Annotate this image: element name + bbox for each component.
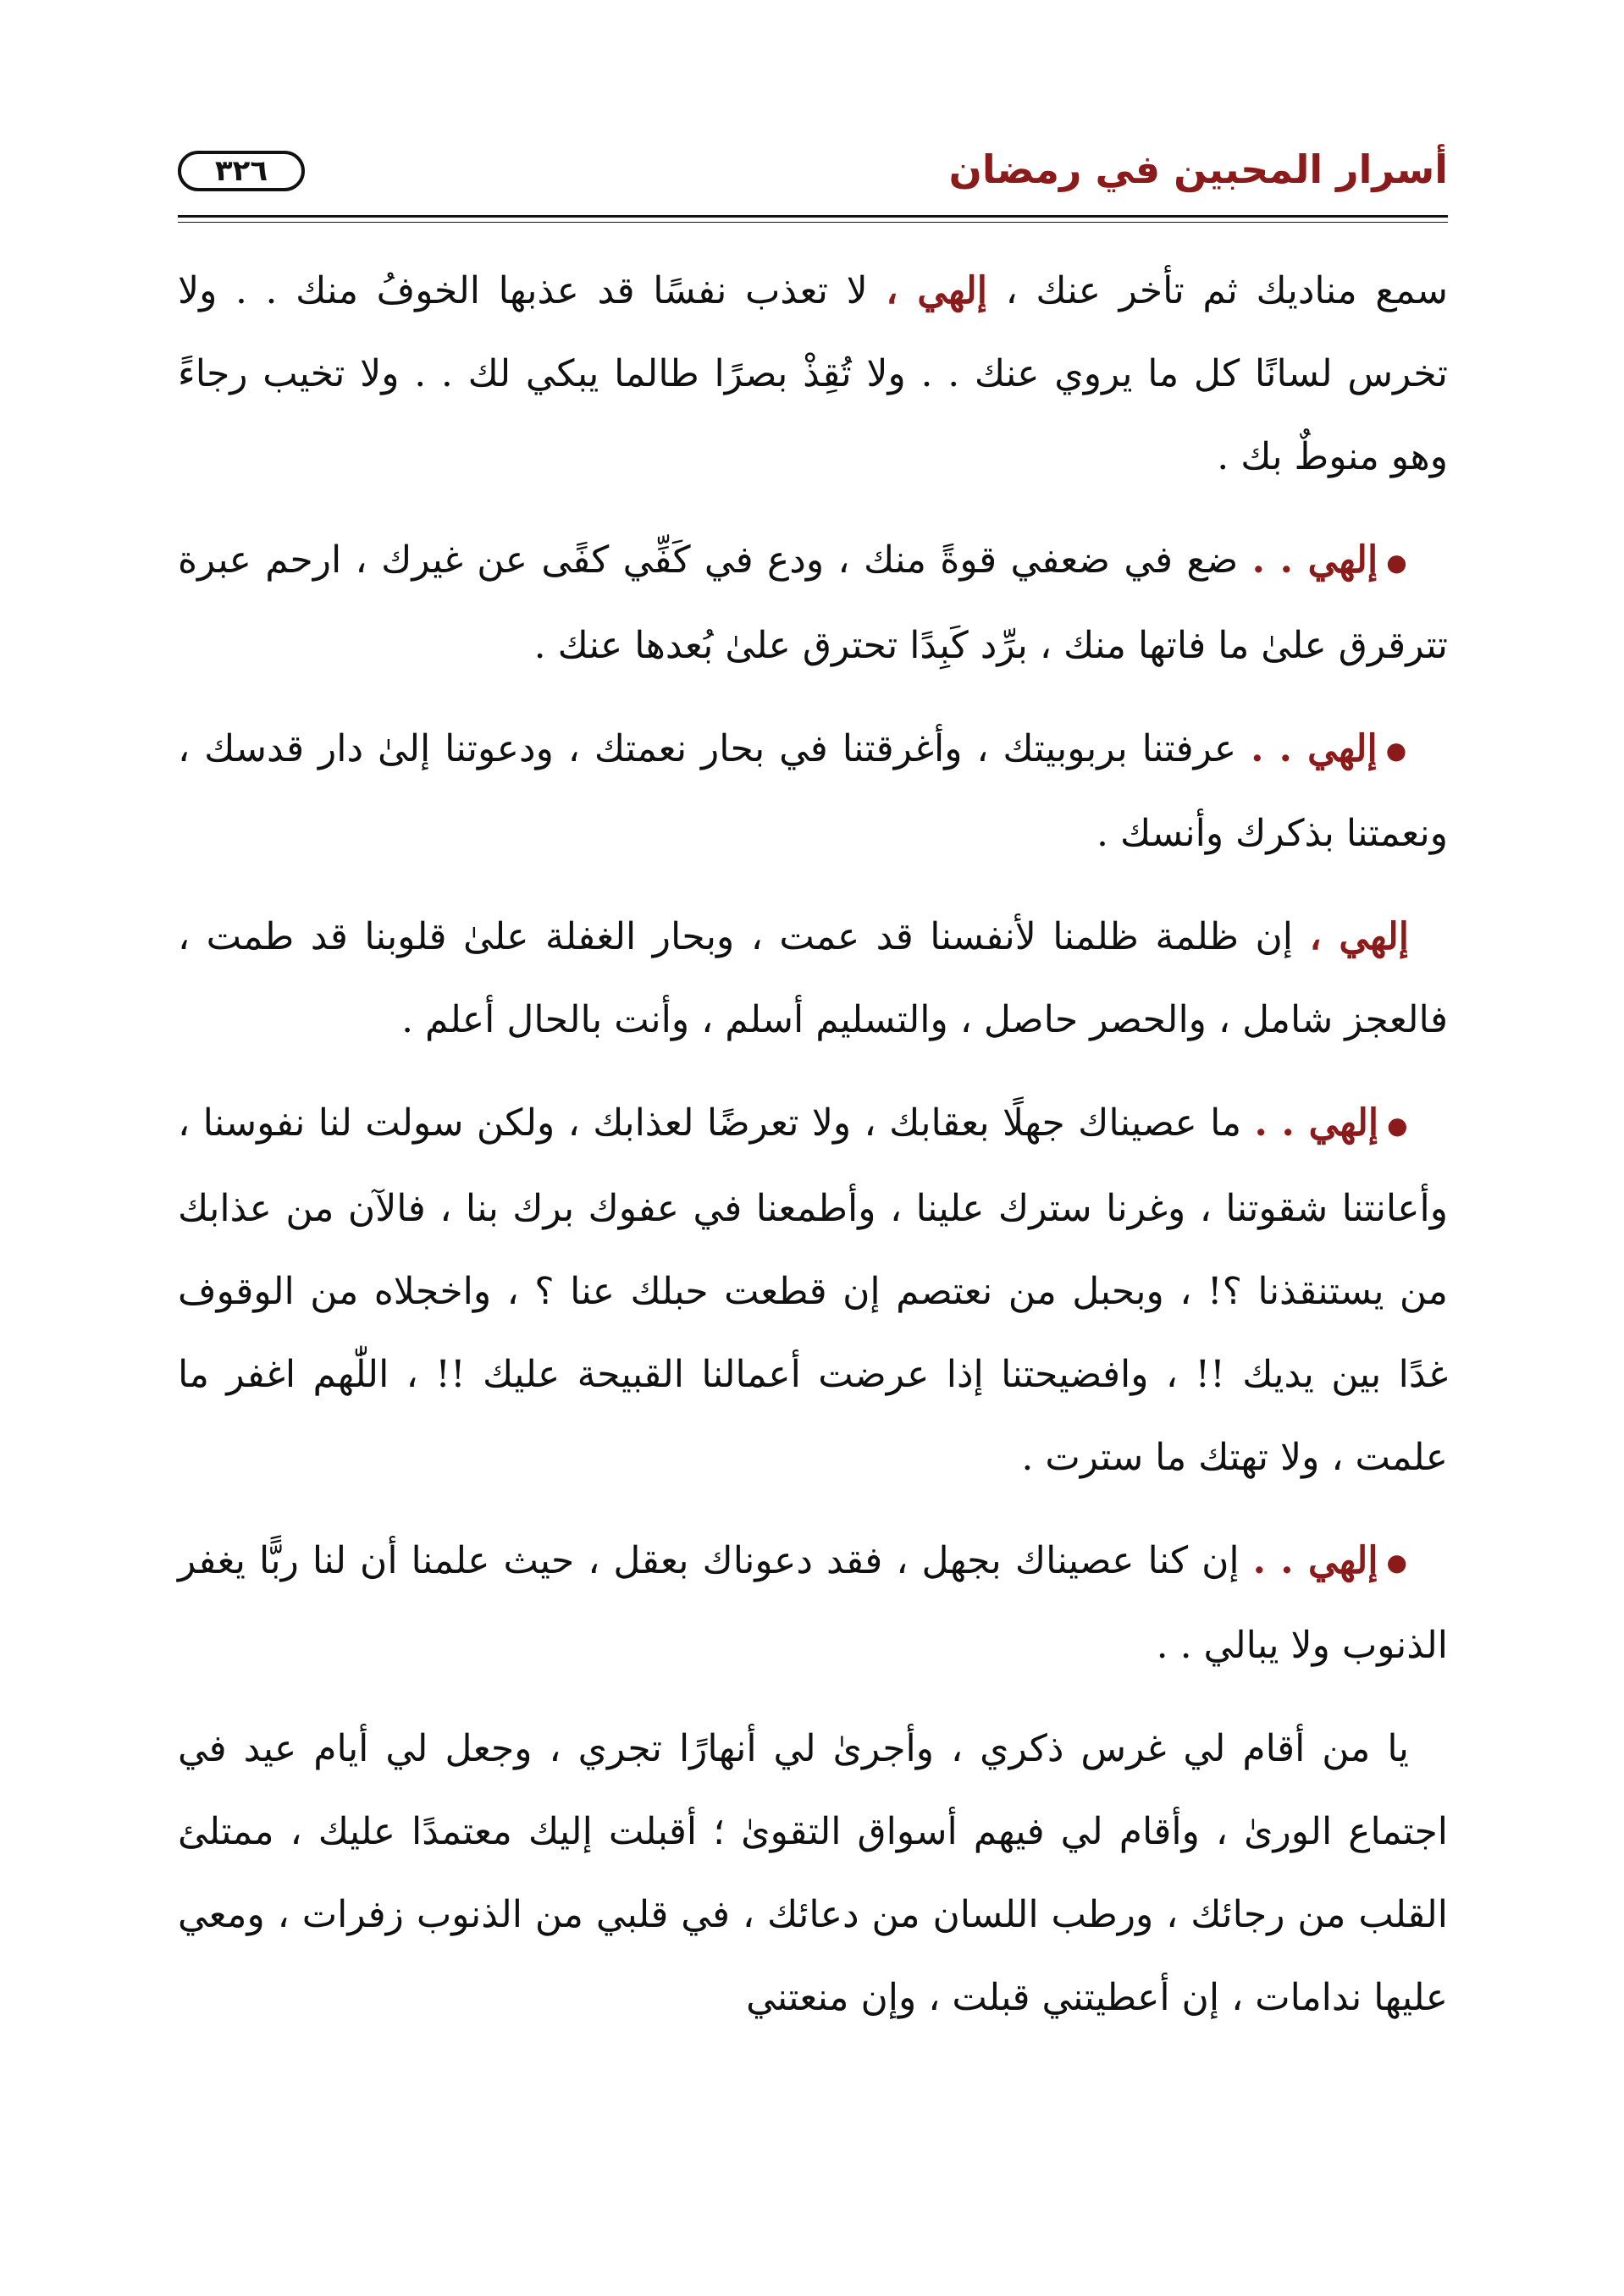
paragraph-text: عرفتنا بربوبيتك ، وأغرقتنا في بحار نعمتك ، ودعوتنا إلىٰ دار قدسك ، ونعمتنا بذكرك وأنسك . — [178, 726, 1448, 855]
book-title: أسرار المحبين في رمضان — [948, 146, 1448, 192]
book-page — [178, 127, 1448, 2227]
page-number: ٣٢٦ — [178, 151, 305, 191]
bullet-dot-icon: ● — [1387, 1111, 1410, 1140]
paragraph-text: إن ظلمة ظلمنا لأنفسنا قد عمت ، وبحار الغفلة علىٰ قلوبنا قد طمت ، فالعجز شامل ، والحصر حاصل ، والتسليم أسلم ، وأنت بالحال أعلم . — [178, 915, 1448, 1041]
bullet-dot-icon: ● — [1386, 1548, 1409, 1576]
paragraph-text: لا تعذب نفسًا قد عذبها الخوفُ منك . . ولا تخرس لسانًا كل ما يروي عنك . . ولا تُقِذْ بصرًا طالما يبكي لك . . ولا تخيب رجاءً وهو منوطٌ بك . — [178, 269, 1448, 478]
paragraph-4 — [178, 896, 1448, 1062]
paragraph-text-before: سمع مناديك ثم تأخر عنك ، — [987, 269, 1449, 312]
paragraph-lead: إلهي . . — [1251, 726, 1378, 770]
paragraph-3 — [178, 708, 1448, 876]
paragraph-lead: إلهي . . — [1251, 538, 1378, 582]
paragraph-text: إن كنا عصيناك بجهل ، فقد دعوناك بعقل ، حيث علمنا أن لنا ربًّا يغفر الذنوب ولا يبالي . . — [178, 1538, 1448, 1667]
paragraph-lead: إلهي . . — [1254, 1101, 1379, 1145]
paragraph-6 — [178, 1520, 1448, 1688]
paragraph-text: يا من أقام لي غرس ذكري ، وأجرىٰ لي أنهارًا تجري ، وجعل لي أيام عيد في اجتماع الورىٰ ، وأقام لي فيهم أسواق التقوىٰ ؛ أقبلت إليك معتمدًا عليك ، ممتلئ القلب من رجائك ، ورطب اللسان من دعائك ، في قلبي من الذنوب زفرات ، ومعي عليها ندامات ، إن أعطيتني قبلت ، وإن منعتني — [178, 1727, 1449, 2019]
header-rule — [178, 215, 1448, 218]
paragraph-lead: إلهي ، — [1309, 915, 1410, 958]
bullet-dot-icon: ● — [1385, 737, 1410, 764]
paragraph-lead: إلهي ، — [886, 269, 988, 312]
paragraph-1 — [178, 250, 1448, 499]
paragraph-lead: إلهي . . — [1252, 1538, 1378, 1582]
page-header — [178, 127, 1448, 220]
header-rule-thin — [178, 222, 1448, 223]
paragraph-text: ما عصيناك جهلًا بعقابك ، ولا تعرضًا لعذابك ، ولكن سولت لنا نفوسنا ، وأعانتنا شقوتنا ، وغرنا سترك علينا ، وأطمعنا في عفوك برك بنا ، فالآن من عذابك من يستنقذنا ؟! ، وبحبل من نعتصم إن قطعت حبلك عنا ؟ ، واخجلاه من الوقوف غدًا بين يديك !! ، وافضيحتنا إذا عرضت أعمالنا القبيحة عليك !! ، اللّٰهم اغفر ما علمت ، ولا تهتك ما سترت . — [178, 1101, 1448, 1479]
paragraph-2 — [178, 519, 1448, 687]
paragraph-7 — [178, 1708, 1448, 2039]
page-body — [178, 250, 1448, 2060]
paragraph-5 — [178, 1082, 1448, 1499]
paragraph-text: ضع في ضعفي قوةً منك ، ودع في كَفِّي كفًى عن غيرك ، ارحم عبرة تترقرق علىٰ ما فاتها منك ، برِّد كَبِدًا تحترق علىٰ بُعدها عنك . — [178, 538, 1448, 667]
bullet-dot-icon: ● — [1386, 548, 1410, 577]
